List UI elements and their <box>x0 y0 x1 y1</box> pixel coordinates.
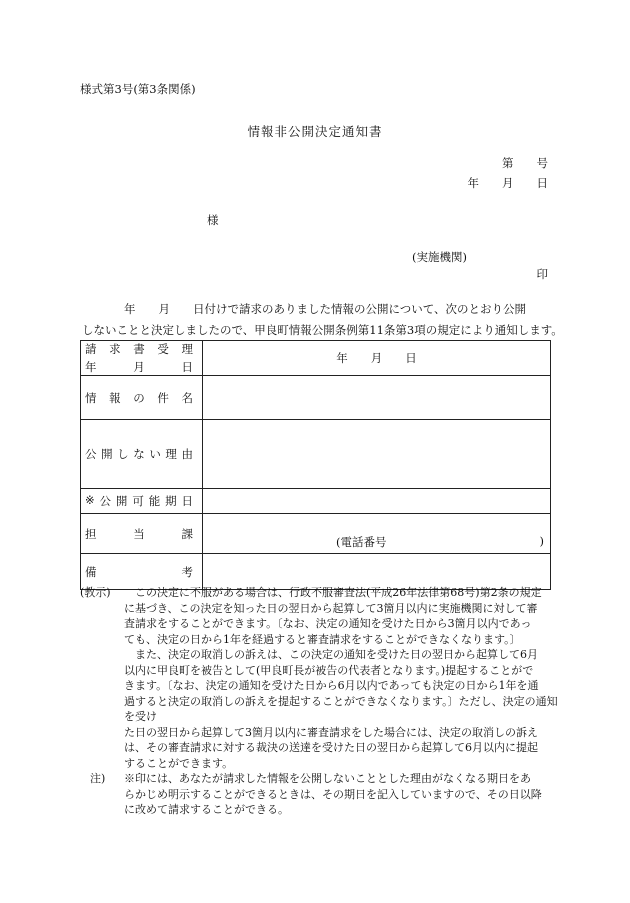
notice-form-table <box>80 340 551 590</box>
subject-value[interactable] <box>203 376 551 420</box>
row-reason <box>81 420 551 489</box>
note-label: 注) <box>90 772 106 785</box>
staff-label: 担 当 課 <box>81 514 203 554</box>
request-date-value[interactable]: 年 月 日 <box>203 341 551 376</box>
note-block <box>80 771 560 818</box>
staff-value[interactable] <box>203 514 551 554</box>
document-number: 第 号 <box>502 156 548 170</box>
form-number: 様式第3号(第3条関係) <box>80 82 196 96</box>
note-text: ※印には、あなたが請求した情報を公開しないこととした理由がなくなる期日をあ らかじめ明示することができるときは、その期日を記入していますので、その日以降 に改めて請求することができる。 <box>124 772 542 816</box>
addressee: 様 <box>207 213 219 227</box>
reason-value[interactable] <box>203 420 551 489</box>
remarks-label: 備 考 <box>81 554 203 590</box>
instruction-text: この決定に不服がある場合は、行政不服審査法(平成26年法律第68号)第2条の規定 に基づき、この決定を知った日の翌日から起算して3箇月以内に実施機関に対して審 査請求をすることができます。〔なお、決定の通知を受けた日から3箇月以内であっ ても、決定の日から1年を経過すると審査請求をすることができなくなります。〕 また、決定の取消しの訴えは、この決定の通知を受けた日の翌日から起算して6月 以内に甲良町を被告として(甲良町長が被告の代表者となります。)提起することがで きます。〔なお、決定の通知を受けた日から6月以内であっても決定の日から1年を通 過すると決定の取消しの訴えを提起することができなくなります。〕ただし、決定の通知を受け た日の翌日から起算して3箇月以内に審査請求をした場合には、決定の取消しの訴え は、その審査請求に対する裁決の送達を受けた日の翌日から起算して6月以内に提起 することができます。 <box>124 586 558 770</box>
phone-close: ) <box>539 533 544 548</box>
implementing-agency: (実施機関) <box>412 250 467 264</box>
seal-mark: 印 <box>536 267 548 281</box>
intro-line-2: しないことと決定しましたので、甲良町情報公開条例第11条第3項の規定により通知します。 <box>82 323 563 337</box>
row-disclosure-date <box>81 489 551 514</box>
disclosure-date-label: ※ 公 開 可 能 期 日 <box>81 489 203 514</box>
instruction-label: (教示) <box>80 586 111 599</box>
request-date-label-bottom: 年 月 日 <box>85 360 193 374</box>
issue-date: 年 月 日 <box>467 176 548 190</box>
phone-label: (電話番号 <box>336 534 387 549</box>
request-date-label-top: 請 求 書 受 理 <box>85 342 193 356</box>
reason-label: 公 開 し な い 理 由 <box>81 420 203 489</box>
disclosure-date-value[interactable] <box>203 489 551 514</box>
instruction-block <box>80 585 560 771</box>
document-title: 情報非公開決定通知書 <box>247 124 383 139</box>
intro-line-1: 年 月 日付けで請求のありました情報の公開について、次のとおり公開 <box>124 302 527 316</box>
intro-paragraph <box>82 299 563 341</box>
row-subject <box>81 376 551 420</box>
subject-label: 情 報 の 件 名 <box>81 376 203 420</box>
notes-section <box>80 585 560 818</box>
request-date-label <box>81 341 203 376</box>
row-staff <box>81 514 551 554</box>
row-request-date <box>81 341 551 376</box>
